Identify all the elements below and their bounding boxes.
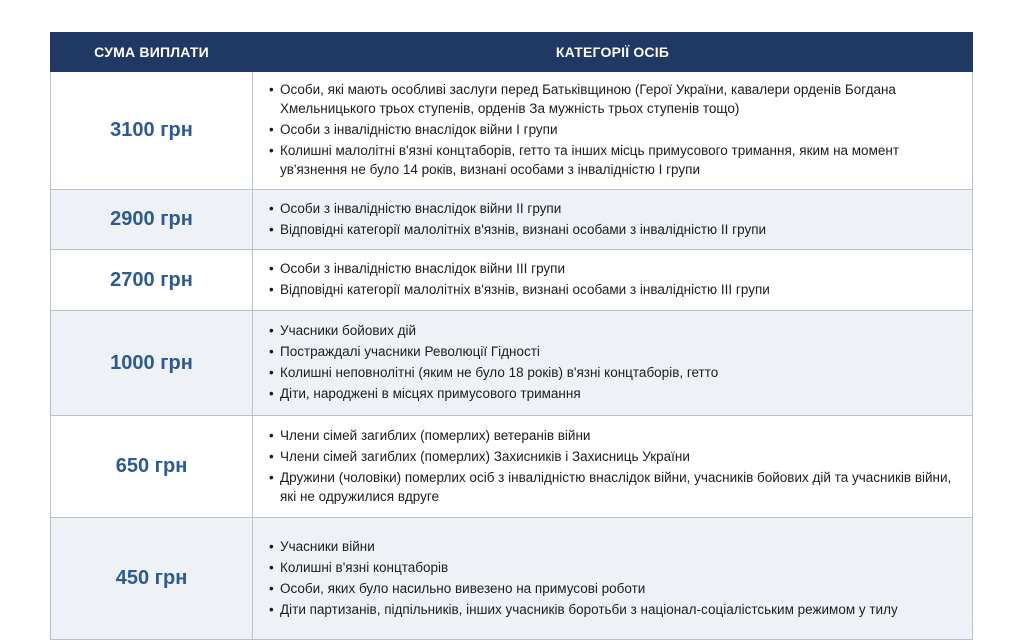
bullet-icon: •: [269, 282, 274, 297]
category-item: [269, 363, 962, 382]
category-item: [269, 259, 962, 278]
category-list: [269, 80, 962, 179]
category-cell: [253, 311, 973, 416]
category-item: [269, 220, 962, 239]
category-cell: [253, 190, 973, 250]
payments-table-container: [50, 32, 972, 640]
category-list: [269, 426, 962, 506]
bullet-icon: •: [269, 143, 274, 158]
bullet-icon: •: [269, 200, 274, 216]
category-item-text: Колишні малолітні в'язні концтаборів, гетто та інших місць примусового тримання, яким на момент ув'язнення не було 14 років, визнані особами з інвалідністю І групи: [280, 143, 899, 177]
payment-amount: 450 грн: [51, 518, 253, 640]
category-item-text: Постраждалі учасники Революції Гідності: [280, 344, 540, 359]
category-item: [269, 579, 962, 598]
bullet-icon: •: [269, 221, 274, 237]
payments-table: [50, 32, 973, 640]
category-item: [269, 342, 962, 361]
category-item-text: Учасники війни: [280, 538, 375, 554]
bullet-icon: •: [269, 427, 274, 443]
category-item: [269, 120, 962, 139]
category-item-text: Особи з інвалідністю внаслідок війни І групи: [280, 122, 558, 137]
category-item-text: Колишні в'язні концтаборів: [280, 559, 449, 575]
category-item: [269, 558, 962, 577]
category-item-text: Учасники бойових дій: [280, 323, 416, 338]
amount-column-header: СУМА ВИПЛАТИ: [51, 33, 253, 72]
bullet-icon: •: [269, 469, 274, 485]
category-list: [269, 537, 962, 619]
category-list: [269, 199, 962, 239]
category-item: [269, 384, 962, 403]
table-row: [51, 518, 973, 640]
category-item: [269, 447, 962, 466]
category-item: [269, 80, 962, 118]
category-item: [269, 600, 962, 619]
category-item-text: Члени сімей загиблих (померлих) Захисників і Захисниць України: [280, 448, 690, 464]
category-item: [269, 280, 962, 299]
bullet-icon: •: [269, 538, 274, 554]
payment-amount: 2900 грн: [51, 190, 253, 250]
bullet-icon: •: [269, 559, 274, 575]
category-cell: [253, 72, 973, 190]
category-item-text: Особи з інвалідністю внаслідок війни ІІІ групи: [280, 261, 566, 276]
category-item-text: Особи з інвалідністю внаслідок війни ІІ групи: [280, 200, 562, 216]
bullet-icon: •: [269, 122, 274, 137]
payment-amount: 2700 грн: [51, 250, 253, 311]
payment-amount: 3100 грн: [51, 72, 253, 190]
category-item-text: Члени сімей загиблих (померлих) ветеранів війни: [280, 427, 591, 443]
bullet-icon: •: [269, 261, 274, 276]
category-item: [269, 537, 962, 556]
category-cell: [253, 250, 973, 311]
table-row: [51, 416, 973, 518]
table-row: [51, 250, 973, 311]
table-row: [51, 72, 973, 190]
category-cell: [253, 518, 973, 640]
category-item-text: Відповідні категорії малолітніх в'язнів, визнані особами з інвалідністю ІІІ групи: [280, 282, 770, 297]
category-item: [269, 468, 962, 506]
table-row: [51, 190, 973, 250]
category-column-header: КАТЕГОРІЇ ОСІБ: [253, 33, 973, 72]
category-item: [269, 199, 962, 218]
table-row: [51, 311, 973, 416]
category-item-text: Дружини (чоловіки) померлих осіб з інвалідністю внаслідок війни, учасників бойових дій та учасників війни, які не одружилися вдруге: [280, 469, 952, 504]
category-item: [269, 321, 962, 340]
bullet-icon: •: [269, 323, 274, 338]
bullet-icon: •: [269, 448, 274, 464]
category-list: [269, 259, 962, 299]
category-item-text: Особи, яких було насильно вивезено на примусові роботи: [280, 580, 646, 596]
bullet-icon: •: [269, 365, 274, 380]
category-list: [269, 321, 962, 403]
bullet-icon: •: [269, 386, 274, 401]
category-item-text: Колишні неповнолітні (яким не було 18 років) в'язні концтаборів, гетто: [280, 365, 719, 380]
category-cell: [253, 416, 973, 518]
category-item-text: Діти партизанів, підпільників, інших учасників боротьби з націонал-соціалістським режимом у тилу: [280, 601, 898, 617]
category-item-text: Діти, народжені в місцях примусового тримання: [280, 386, 581, 401]
bullet-icon: •: [269, 580, 274, 596]
payment-amount: 1000 грн: [51, 311, 253, 416]
category-item-text: Відповідні категорії малолітніх в'язнів, визнані особами з інвалідністю ІІ групи: [280, 221, 767, 237]
table-header-row: [51, 33, 973, 72]
category-item-text: Особи, які мають особливі заслуги перед Батьківщиною (Герої України, кавалери орденів Богдана Хмельницького трьох ступенів, орденів За мужність трьох ступенів тощо): [280, 82, 896, 116]
category-item: [269, 141, 962, 179]
bullet-icon: •: [269, 601, 274, 617]
category-item: [269, 426, 962, 445]
payment-amount: 650 грн: [51, 416, 253, 518]
bullet-icon: •: [269, 344, 274, 359]
bullet-icon: •: [269, 82, 274, 97]
